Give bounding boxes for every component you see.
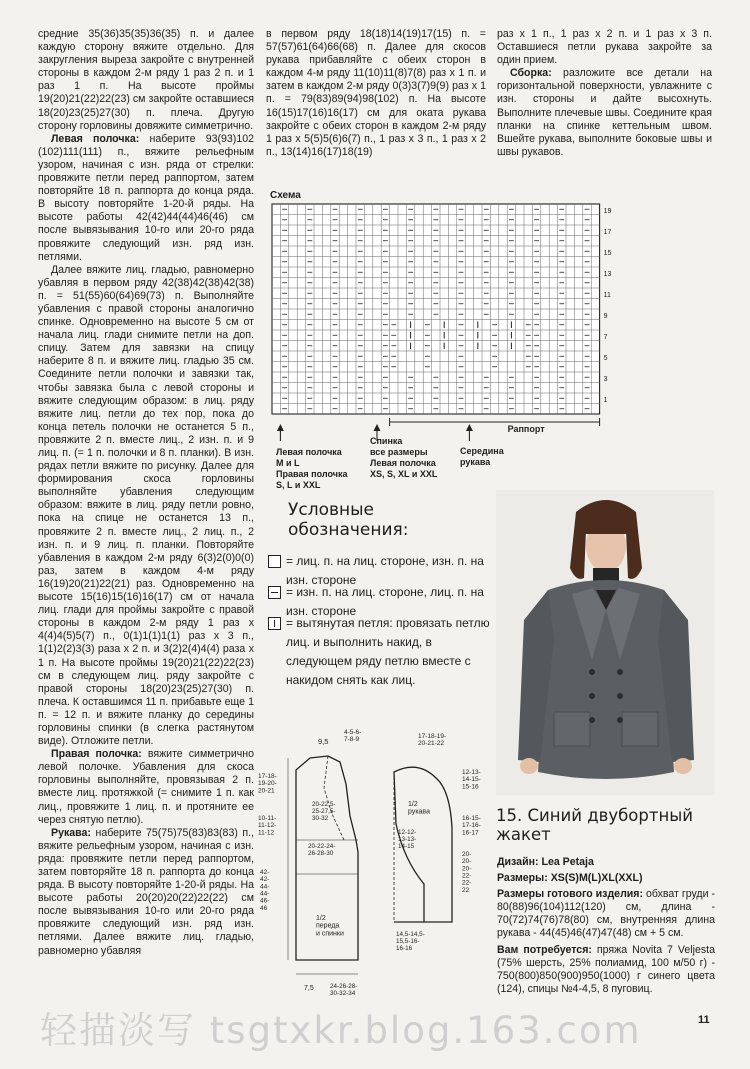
marker-label-front-left: Левая полочка М и L Правая полочка S, L и XXL bbox=[276, 447, 348, 490]
chart-row-number: 9 bbox=[603, 312, 608, 320]
legend-symbol-dash bbox=[268, 586, 281, 599]
knitting-chart bbox=[262, 196, 612, 441]
neckline-dashed bbox=[324, 756, 344, 840]
pattern-measurement: 4-5-6-7-8-9 bbox=[344, 729, 362, 744]
legend-text: = изн. п. на лиц. стороне, лиц. п. на изн. стороне bbox=[286, 585, 484, 618]
paragraph bbox=[497, 28, 712, 67]
needs-value: пряжа Novita 7 Veljesta (75% шерсть, 25% полиамид, 100 м/50 г) - 750(800)850(900)950(1000) г синего цвета (124), спицы №4-4,5, 8 пуговиц. bbox=[497, 943, 716, 995]
chart-row-number: 3 bbox=[603, 375, 608, 383]
marker-arrow-front-head bbox=[277, 424, 284, 431]
text-column-2 bbox=[266, 28, 486, 159]
designer-label: Дизайн: bbox=[497, 856, 539, 868]
paragraph-heading: Сборка: bbox=[510, 67, 564, 80]
paragraph bbox=[38, 28, 254, 133]
legend-text: = вытянутая петля: провязать петлю лиц. и выполнить накид, в следующем ряду петлю вместе с накидом снять как лиц. bbox=[286, 616, 490, 687]
pattern-measurement: 20-20-20-22-22-22 bbox=[462, 851, 472, 894]
pattern-measurement: 20-22-24-26-28-30 bbox=[308, 843, 336, 857]
dims-value: обхват груди - 80(88)96(104)112(120) см, длина - 70(72)74(76)78(80) см, внутренняя длина рукава - 44(45)46(47)47(48) см + 5 см. bbox=[497, 888, 715, 940]
paragraph bbox=[38, 748, 254, 827]
legend-symbol-empty bbox=[268, 555, 281, 568]
pattern-measurement: 14,5-14,5-15,5-16-16-16 bbox=[396, 931, 425, 952]
needs-label: Вам потребуется: bbox=[497, 943, 592, 956]
pattern-measurement: 9,5 bbox=[318, 737, 329, 746]
pattern-measurement: 17-18-19-20-21-22 bbox=[418, 733, 447, 748]
paragraph-heading: Рукава: bbox=[51, 826, 96, 839]
model-illustration bbox=[496, 490, 714, 795]
pattern-measurement: 10-11-11-12-11-12 bbox=[258, 815, 277, 837]
paragraph bbox=[38, 827, 254, 958]
legend-title: Условные обозначения: bbox=[288, 500, 409, 540]
dims-label: Размеры готового изделия: bbox=[497, 888, 644, 901]
pattern-measurement: 17-18-19-20-20-21 bbox=[258, 773, 277, 795]
watermark: 轻描淡写 tsgtxkr.blog.163.com bbox=[40, 1009, 642, 1052]
legend-text: = лиц. п. на лиц. стороне, изн. п. на изн. стороне bbox=[286, 554, 484, 587]
chart-row-number: 5 bbox=[603, 354, 608, 362]
pattern-measurement: 1/2 переда и спинки bbox=[316, 915, 344, 938]
schema-title: Схема bbox=[270, 190, 301, 201]
chart-row-number: 15 bbox=[603, 249, 612, 257]
paragraph-text: наберите 93(93)102 (102)111(111) п., вяжите рельефным узором, начиная с изн. ряда от стрелки: провяжите петли перед раппортом, затем повторяйте 18 п. раппорта до конца ряда. В высоту повторяйте 1-20-й ряды. На высоте работы 42(42)44(44)46(46) см после вывязывания 10-го или 20-го ряда провяжите следующий изн. ряд изн. петлями. bbox=[38, 132, 254, 263]
model-photo bbox=[496, 490, 714, 795]
pattern-measurement: 12-12-13-13-14-15 bbox=[398, 829, 417, 850]
pattern-measurement: 1/2 рукава bbox=[408, 801, 430, 816]
text-column-3 bbox=[497, 28, 712, 159]
paragraph-text: вяжите симметрично левой полочке. Убавления для скоса горловины выполняйте, провязывая 2 п. вместе лиц. протяжкой (= снимите 1 п. как лиц., провяжите 1 лиц. п. и протяните ее через снятую петлю). bbox=[38, 748, 255, 826]
marker-label-back: Спинка все размеры Левая полочка XS, S, XL и XXL bbox=[370, 436, 438, 479]
text-column-1 bbox=[38, 28, 254, 958]
pattern-measurement: 42-42-44-44-46-46 bbox=[260, 869, 270, 912]
paragraph-text: Далее вяжите лиц. гладью, равномерно убавляя в первом ряду 42(38)42(38)42(38) п. = 51(55)60(64)69(73) п. Выполняйте убавления с правой стороны аналогично спинке. Одновременно на высоте 5 см от начала лиц. глади снимите петли на доп. спицу. Затем для завязки на спицу наберите 8 п. и вяжите лиц. гладью 35 см. Соедините петли полочки и завязки так, чтобы завязка была с левой стороны и вяжите следующим образом: в лиц. ряду вяжите лиц. петли до тех пор, пока до конца петель полочки не останется 5 п., провяжите 2 п. вместе лиц., 2 изн. п. и 9 лиц. п. (= 1 п. полочки и 8 п. планки). В изн. рядах петли вяжите по рисунку. Далее для формирования скоса горловины выполняйте убавления следующим образом: вяжите в лиц. ряду петли ровно, пока на спице не останется 13 п., провяжите 2 п. вместе лиц., 2 лиц. п., 2 изн. п. и 9 лиц. п. планки. Повторяйте убавления в каждом 2-м ряду 6(3)2(0)0(0) раз, затем в каждом 4-м ряду 16(19)20(21)22(21) раз. Одновременно на высоте 15(16)15(16)16(17) см от начала лиц. глади для проймы закройте с правой стороны в каждом 2-м ряду 1 раз х 4(4)4(5)5(7) п., 0(1)1(1)1(1) раз х 3 п., 1(1)2(2)3(3) раза х 2 п. и 3(2)2(4)4(4) раза х 1 п. На высоте проймы 19(20)21(22)22(23) см в следующем лиц. ряду закройте с правой стороны 18(20)23(25)27(30) п. плеча. К оставшимся 11 п. прибавьте еще 1 п. = 12 п. и вяжите планку до середины горловины спинки (в слегка растянутом виде). Отложите петли. bbox=[38, 263, 254, 748]
marker-arrow-sleeve-head bbox=[466, 424, 473, 431]
paragraph-text: наберите 75(75)75(83)83(83) п., вяжите рельефным узором, начиная с изн. ряда: провяжите петли перед раппортом, затем повторяйте 18 п. раппорта до конца ряда. В высоту повторяйте 1-20-й ряды. На высоте работы 20(20)20(22)22(22) см после вывязывания 10-го или 20-го ряда провяжите следующий изн. ряд изн. петлями. Далее вяжите лиц. гладью, равномерно убавляя bbox=[38, 826, 254, 957]
model-details bbox=[497, 856, 715, 999]
paragraph-text: в первом ряду 18(18)14(19)17(15) п. = 57(57)61(64)66(68) п. Далее для скосов рукава прибавляйте с обеих сторон в каждом 4-м ряду 11(10)11(8)7(8) раз х 1 п. и затем в каждом 2-м ряду 0(3)3(7)9(9) раз х 1 п. = 79(83)89(94)98(102) п. На высоте 16(15)17(16)16(17) см для окатa рукава закройте с обеих сторон в каждом 2-м ряду 1 раз х 5(5)5(6)6(7) п., 1 раз х 3 п., 1 раз х 2 п., 13(14)16(17)18(19) bbox=[266, 28, 486, 158]
pattern-measurement: 16-15-17-16-16-17 bbox=[462, 815, 481, 837]
paragraph-heading: Левая полочка: bbox=[51, 132, 150, 145]
pattern-measurement: 20-22,5-25-27,5-30-32 bbox=[312, 801, 336, 822]
paragraph-heading: Правая полочка: bbox=[51, 748, 148, 761]
designer-value: Lea Petaja bbox=[541, 856, 594, 868]
paragraph bbox=[497, 67, 712, 159]
sizes-value: XS(S)M(L)XL(XXL) bbox=[550, 872, 643, 885]
chart-row-number: 11 bbox=[603, 291, 611, 299]
paragraph bbox=[38, 264, 254, 748]
pattern-drawings bbox=[258, 728, 488, 998]
chart-row-number: 7 bbox=[603, 333, 608, 341]
chart-row-number: 17 bbox=[603, 228, 612, 236]
page-number: 11 bbox=[698, 1014, 710, 1026]
paragraph bbox=[38, 133, 254, 264]
chart-row-number: 13 bbox=[603, 270, 612, 278]
pattern-measurement: 7,5 bbox=[304, 985, 314, 992]
legend-symbol-bar bbox=[268, 617, 281, 630]
paragraph-text: средние 35(36)35(35)36(35) п. и далее каждую сторону вяжите отдельно. Для закругления выреза закройте с внутренней стороны в каждом 2-м ряду 1 раз 2 п. и 1 раз 1 п. На высоте проймы 19(20)21(22)22(23) см закройте оставшиеся 18(20)23(25)27(30) п. плеча. Другую сторону горловины довяжите симметрично. bbox=[38, 28, 254, 132]
paragraph bbox=[266, 28, 486, 159]
marker-label-sleeve-center: Середина рукава bbox=[460, 446, 504, 467]
raport-label: Раппорт bbox=[507, 424, 545, 434]
chart-row-number: 1 bbox=[603, 396, 608, 404]
pattern-measurement: 12-13-14-15-15-16 bbox=[462, 769, 481, 791]
paragraph-text: раз х 1 п., 1 раз х 2 п. и 1 раз х 3 п. Оставшиеся петли рукава закройте за один прием. bbox=[497, 28, 712, 67]
chart-row-number: 19 bbox=[603, 207, 612, 215]
sizes-label: Размеры: bbox=[497, 872, 548, 885]
paragraph-text: разложите все детали на горизонтальной поверхности, увлажните с изн. стороны и дайте высохнуть. Выполните плечевые швы. Соедините края планки на спинке кеттельным швом. Вшейте рукава, выполните боковые швы и швы рукавов. bbox=[497, 67, 712, 158]
marker-arrow-back-head bbox=[374, 424, 381, 431]
model-title: 15. Синий двубортный жакет bbox=[496, 806, 694, 844]
pattern-measurement: 24-26-28-30-32-34 bbox=[330, 983, 358, 997]
